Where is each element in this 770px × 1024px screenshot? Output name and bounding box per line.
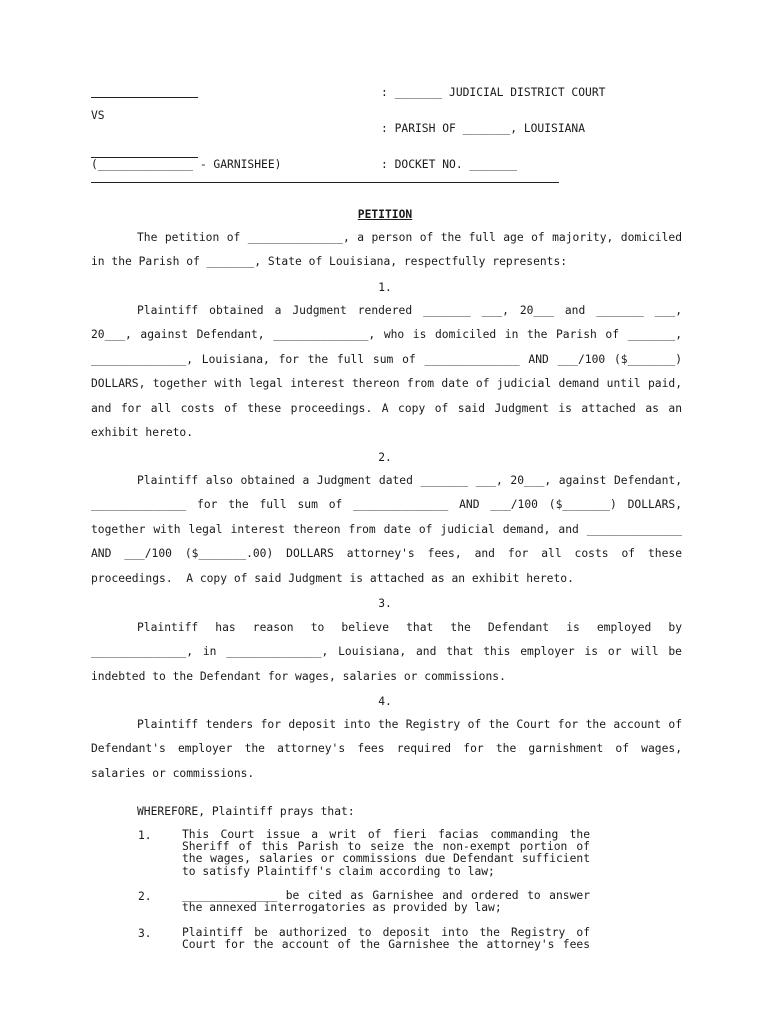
wherefore-clause: WHEREFORE, Plaintiff prays that:	[137, 805, 355, 818]
prayer-item-number: 2.	[138, 890, 152, 903]
text-line: together with legal interest thereon from date of judicial demand, and ______________	[91, 522, 682, 536]
text-line: to satisfy Plaintiff's claim according to law;	[182, 864, 495, 878]
text-line: proceedings. A copy of said Judgment is attached as an exhibit hereto.	[91, 571, 574, 585]
text-line: indebted to the Defendant for wages, salaries or commissions.	[91, 669, 506, 683]
text-line: Plaintiff obtained a Judgment rendered _______ ___, 20___ and _______ ___,	[137, 304, 682, 317]
prayer-item-number: 3.	[138, 927, 152, 940]
docket-line: : DOCKET NO. _______	[381, 158, 518, 171]
text-line: Plaintiff be authorized to deposit into the Registry of	[182, 926, 590, 939]
text-line: ______________, in ______________, Louisiana, and that this employer is or will be	[91, 645, 682, 659]
text-line: This Court issue a writ of fieri facias commanding the	[182, 828, 590, 841]
text-line: the annexed interrogatories as provided by law;	[182, 901, 502, 915]
text-line: AND ___/100 ($_______.00) DOLLARS attorney's fees, and for all costs of these	[91, 547, 682, 561]
text-line: ______________ be cited as Garnishee and ordered to answer	[182, 889, 590, 902]
text-line: Sheriff of this Parish to seize the non-exempt portion of	[182, 840, 590, 854]
text-line: ______________, Louisiana, for the full sum of ______________ AND ___/100 ($_______)	[91, 352, 682, 366]
parish-line: : PARISH OF _______, LOUISIANA	[381, 122, 586, 135]
text-line: Plaintiff has reason to believe that the Defendant is employed by	[137, 621, 682, 634]
section-3-paragraph	[91, 616, 682, 689]
prayer-item-text	[182, 927, 590, 951]
plaintiff-name-blank	[91, 97, 198, 98]
text-line: Defendant's employer the attorney's fees required for the garnishment of wages,	[91, 742, 682, 756]
garnishee-line: (______________ - GARNISHEE)	[91, 158, 282, 171]
text-line: Plaintiff also obtained a Judgment dated _______ ___, 20___, against Defendant,	[137, 474, 682, 487]
text-line: and for all costs of these proceedings. A copy of said Judgment is attached as an	[91, 401, 682, 415]
prayer-item-text	[182, 829, 590, 878]
text-line: Court for the account of the Garnishee the attorney's fees	[182, 938, 590, 952]
text-line: in the Parish of _______, State of Louisiana, respectfully represents:	[91, 255, 568, 269]
text-line: the wages, salaries or commissions due Defendant sufficient	[182, 852, 590, 866]
court-line: : _______ JUDICIAL DISTRICT COURT	[381, 86, 606, 99]
section-1-paragraph	[91, 299, 682, 445]
text-line: Plaintiff tenders for deposit into the Registry of the Court for the account of	[137, 718, 682, 731]
section-number: 1.	[378, 281, 392, 294]
intro-paragraph	[91, 226, 682, 275]
document-title: PETITION	[357, 208, 413, 221]
section-number: 3.	[378, 597, 392, 610]
text-line: The petition of ______________, a person of the full age of majority, domiciled	[137, 231, 682, 244]
text-line: salaries or commissions.	[91, 766, 255, 780]
text-line: ______________ for the full sum of ______________ AND ___/100 ($_______) DOLLARS,	[91, 498, 682, 512]
prayer-item-text	[182, 890, 590, 914]
text-line: exhibit hereto.	[91, 425, 194, 439]
text-line: 20___, against Defendant, ______________, who is domiciled in the Parish of _______,	[91, 328, 682, 342]
section-number: 2.	[378, 451, 392, 464]
section-4-paragraph	[91, 713, 682, 786]
section-number: 4.	[378, 695, 392, 708]
section-2-paragraph	[91, 469, 682, 591]
vs-label: VS	[91, 109, 105, 122]
caption-divider	[91, 182, 559, 183]
text-line: DOLLARS, together with legal interest thereon from date of judicial demand until paid,	[91, 377, 682, 391]
prayer-item-number: 1.	[138, 829, 152, 842]
